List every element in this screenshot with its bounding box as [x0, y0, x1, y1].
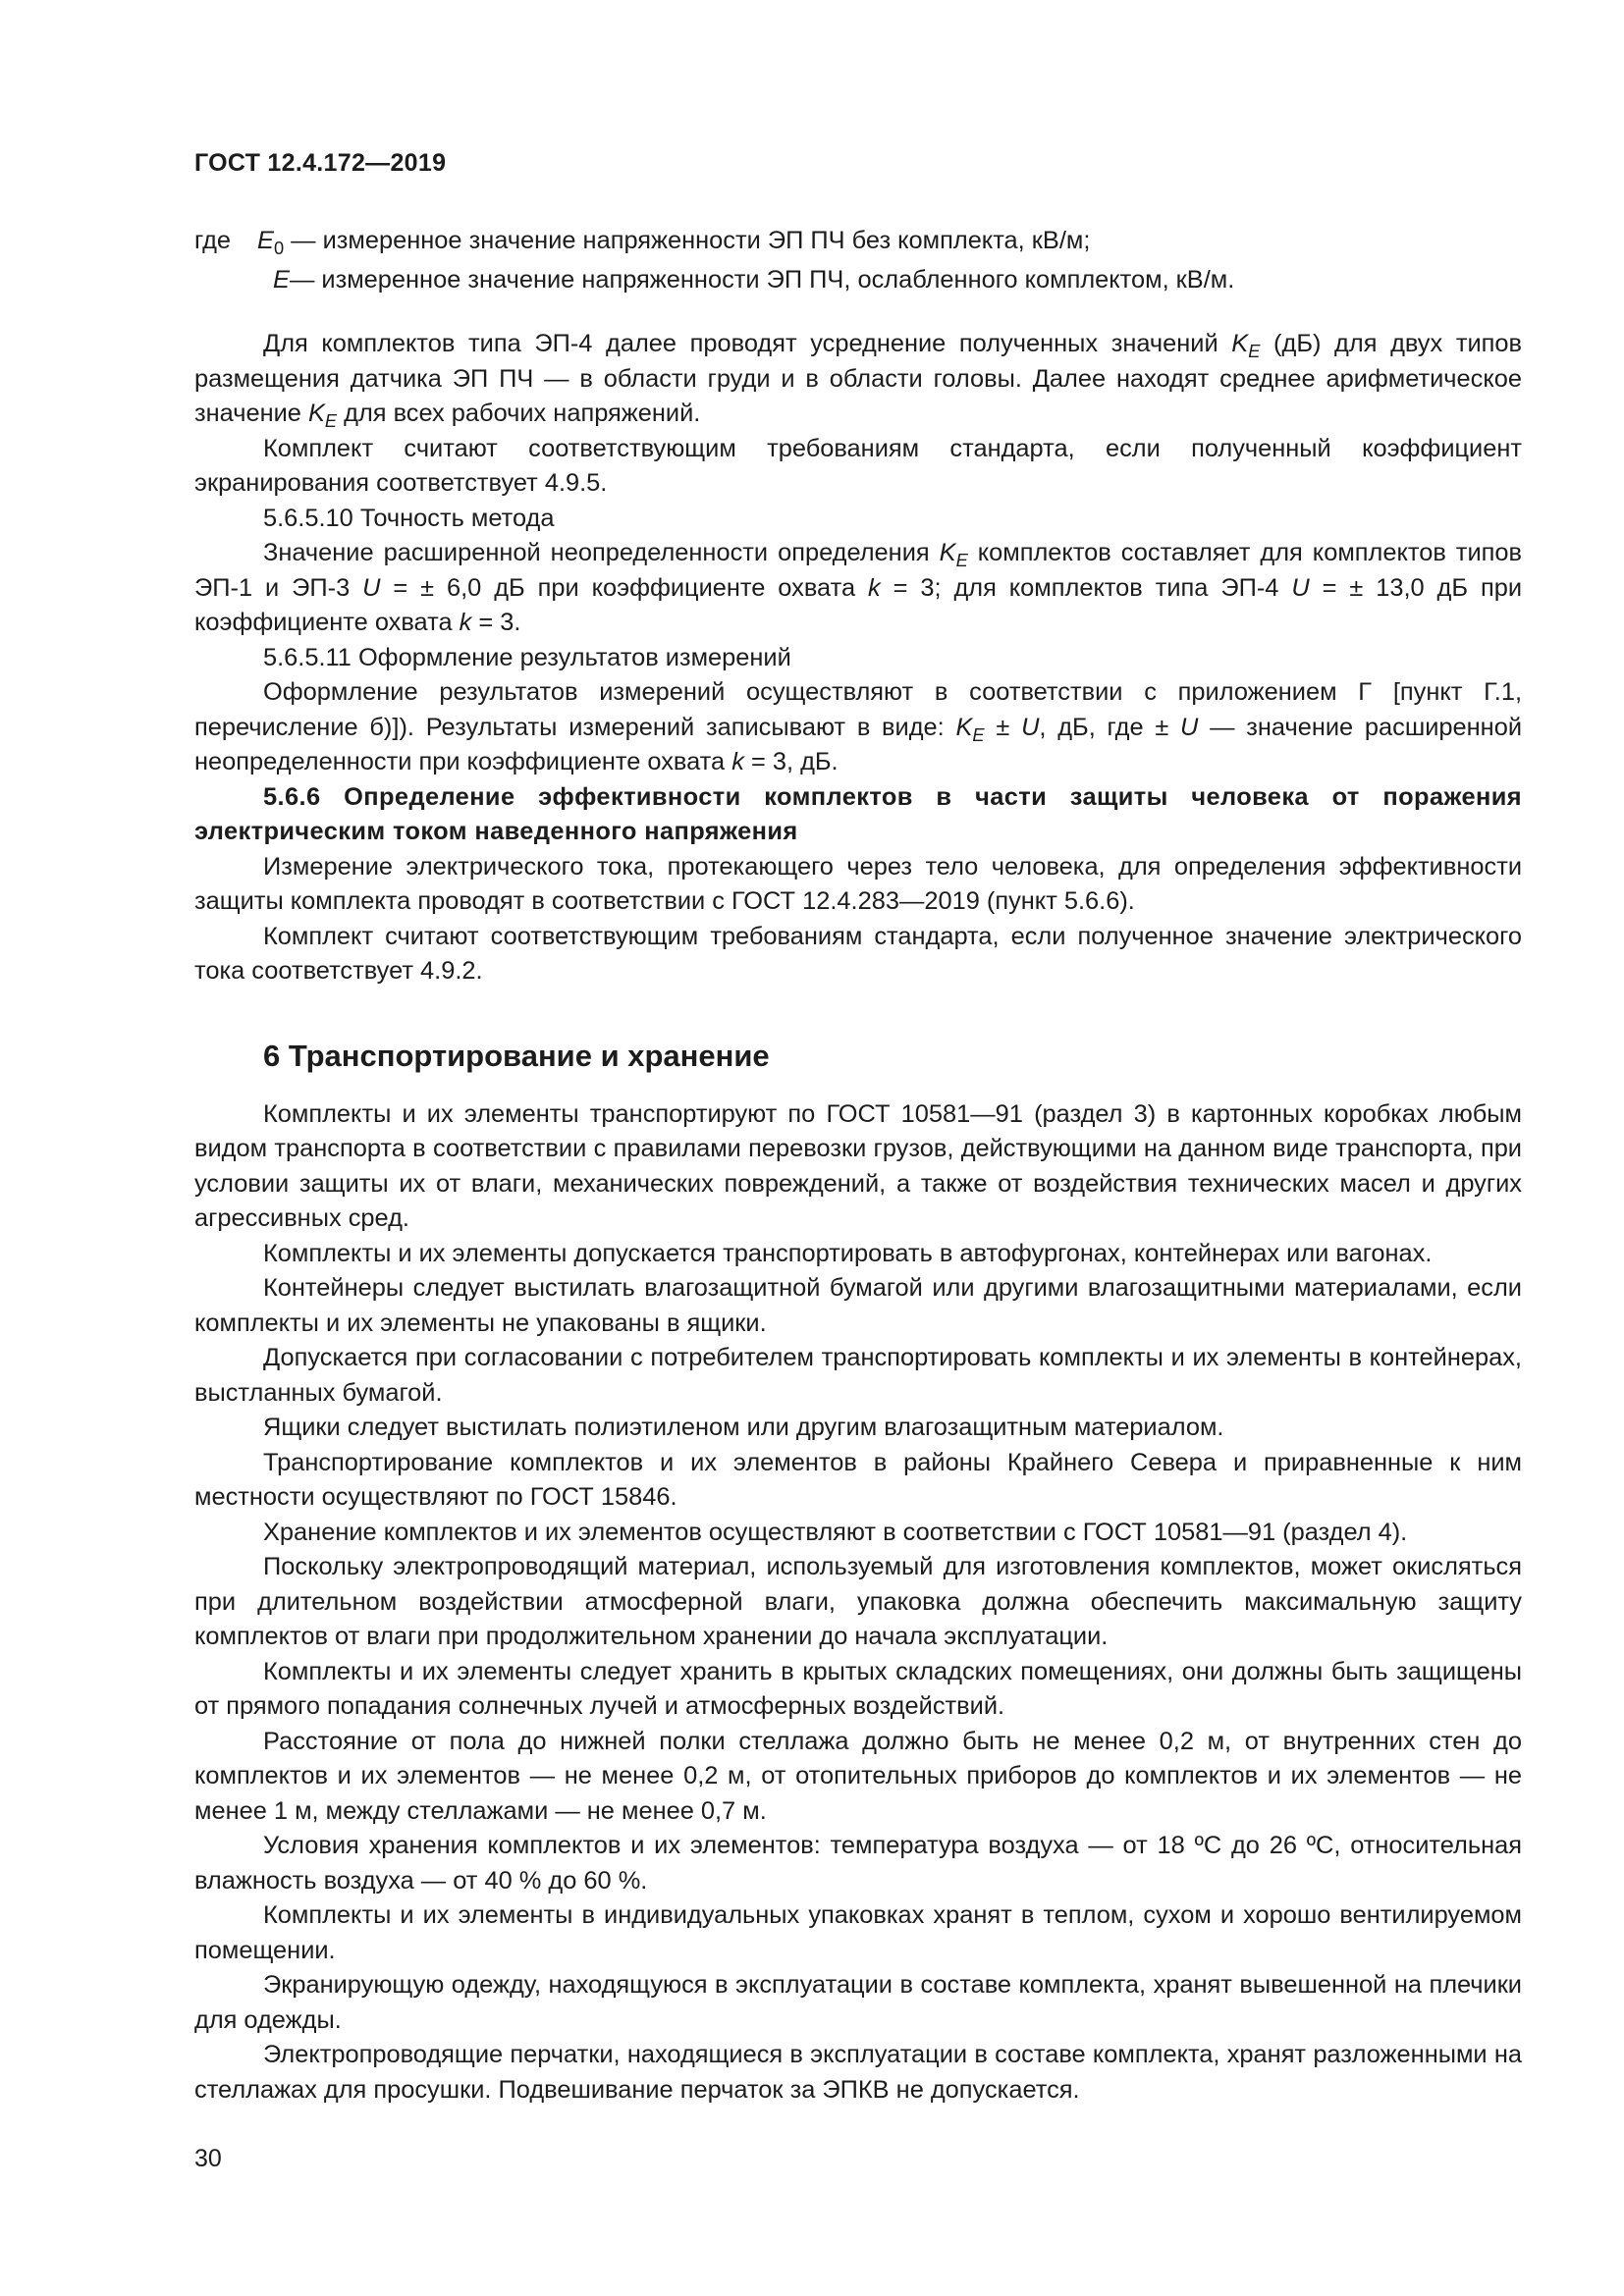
- paragraph-compliance-current: Комплект считают соответствующим требованиям стандарта, если полученное значение электрического тока соответствует 4.9.2.: [194, 922, 1522, 985]
- symbol-k-small: k: [459, 609, 472, 636]
- section-paragraph: Комплекты и их элементы в индивидуальных упаковках хранят в теплом, сухом и хорошо вентилируемом помещении.: [194, 1901, 1522, 1964]
- document-header: ГОСТ 12.4.172—2019: [194, 149, 447, 177]
- section-paragraph: Хранение комплектов и их элементов осуществляют в соответствии с ГОСТ 10581—91 (раздел 4).: [263, 1518, 1408, 1546]
- section-paragraph: Условия хранения комплектов и их элементов: температура воздуха — от 18 ºС до 26 ºС, относительная влажность воздуха — от 40 % до 60 %.: [194, 1832, 1522, 1895]
- symbol-subscript: E: [1248, 340, 1261, 361]
- section-paragraph: Электропроводящие перчатки, находящиеся в эксплуатации в составе комплекта, хранят разложенными на стеллажах для просушки. Подвешивание перчаток за ЭПКВ не допускается.: [194, 2041, 1522, 2104]
- symbol-subscript: E: [324, 409, 338, 431]
- definition-e: [194, 263, 1522, 298]
- paragraph-current-measurement: Измерение электрического тока, протекающего через тело человека, для определения эффективности защиты комплекта проводят в соответствии с ГОСТ 12.4.283—2019 (пункт 5.6.6).: [194, 852, 1522, 915]
- formula-definitions: [194, 224, 1522, 297]
- symbol-e: E: [273, 265, 290, 294]
- subsection-heading-5-6-5-10: 5.6.5.10 Точность метода: [263, 504, 555, 532]
- section-paragraph: Комплекты и их элементы следует хранить в крытых складских помещениях, они должны быть защищены от прямого попадания солнечных лучей и атмосферных воздействий.: [194, 1657, 1522, 1720]
- section-paragraph: Транспортирование комплектов и их элементов в районы Крайнего Севера и приравненные к ним местности осуществляют по ГОСТ 15846.: [194, 1448, 1522, 1511]
- section-paragraph: Поскольку электропроводящий материал, используемый для изготовления комплектов, может окисляться при длительном воздействии атмосферной влаги, упаковка должна обеспечить максимальную защиту комплектов от влаги при продолжительном хранении до начала эксплуатации.: [194, 1553, 1522, 1650]
- paragraph-uncertainty: Значение расширенной неопределенности определения $K_E$ комплектов составляет для комплектов типов ЭП-1 и ЭП-3 U = ± 6,0 дБ при коэффициенте охвата k = 3; для комплектов типа ЭП-4 U = ± 13,0 дБ при коэффициенте охвата k = 3.: [194, 539, 1523, 636]
- symbol-e: E: [257, 227, 274, 254]
- section-paragraph: Ящики следует выстилать полиэтиленом или другим влагозащитным материалом.: [263, 1414, 1224, 1441]
- symbol-subscript: 0: [273, 237, 285, 258]
- section-paragraph: Комплекты и их элементы допускается транспортировать в автофургонах, контейнерах или вагонах.: [263, 1239, 1433, 1267]
- subsection-heading-5-6-6: 5.6.6 Определение эффективности комплектов в части защиты человека от поражения электрическим током наведенного напряжения: [194, 782, 1522, 845]
- section-paragraph: Расстояние от пола до нижней полки стеллажа должно быть не менее 0,2 м, от внутренних стен до комплектов и их элементов — не менее 0,2 м, от отопительных приборов до комплектов и их элементов — не менее 1 м, между стеллажами — не менее 0,7 м.: [194, 1727, 1522, 1825]
- definition-text: — измеренное значение напряженности ЭП ПЧ без комплекта, кВ/м;: [284, 227, 1091, 254]
- symbol-u: U: [1291, 573, 1310, 602]
- paragraph-ke-averaging: Для комплектов типа ЭП-4 далее проводят усреднение полученных значений $K_E$ (дБ) для двух типов размещения датчика ЭП ПЧ — в области груди и в области головы. Далее находят среднее арифметическое значение $K_E$ для всех рабочих напряжений.: [194, 330, 1522, 431]
- section-paragraph: Допускается при согласовании с потребителем транспортировать комплекты и их элементы в контейнерах, выстланных бумагой.: [194, 1344, 1522, 1407]
- paragraph-results-format: Оформление результатов измерений осуществляют в соответствии с приложением Г [пункт Г.1, перечисление б)]). Результаты измерений записывают в виде: $K_E \pm U$, дБ, где ± U — значение расширенной неопределенности при коэффициенте охвата k = 3, дБ.: [194, 678, 1523, 775]
- section-title: 6 Транспортирование и хранение: [263, 1038, 770, 1073]
- definition-e0: [194, 224, 1522, 259]
- definition-text: — измеренное значение напряженности ЭП ПЧ, ослабленного комплектом, кВ/м.: [289, 265, 1235, 294]
- symbol-k: K: [307, 400, 325, 427]
- page-content: [194, 224, 1522, 2108]
- page-number: 30: [194, 2145, 222, 2172]
- subsection-heading-5-6-5-11: 5.6.5.11 Оформление результатов измерений: [263, 643, 791, 671]
- section-paragraph: Контейнеры следует выстилать влагозащитной бумагой или другими влагозащитными материалами, если комплекты и их элементы не упакованы в ящики.: [194, 1274, 1522, 1337]
- symbol-u: U: [362, 573, 381, 602]
- symbol-k: K: [1231, 330, 1249, 357]
- where-word: где: [194, 227, 232, 254]
- section-paragraph: Комплекты и их элементы транспортируют по ГОСТ 10581—91 (раздел 3) в картонных коробках любым видом транспорта в соответствии с правилами перевозки грузов, действующими на данном виде транспорта, при условии защиты их от влаги, механических повреждений, а также от воздействия технических масел и других агрессивных сред.: [194, 1099, 1522, 1232]
- section-paragraph: Экранирующую одежду, находящуюся в эксплуатации в составе комплекта, хранят вывешенной на плечики для одежды.: [194, 1971, 1522, 2034]
- paragraph-compliance-screening: Комплект считают соответствующим требованиям стандарта, если полученный коэффициент экранирования соответствует 4.9.5.: [194, 434, 1522, 497]
- symbol-k-small: k: [868, 573, 881, 602]
